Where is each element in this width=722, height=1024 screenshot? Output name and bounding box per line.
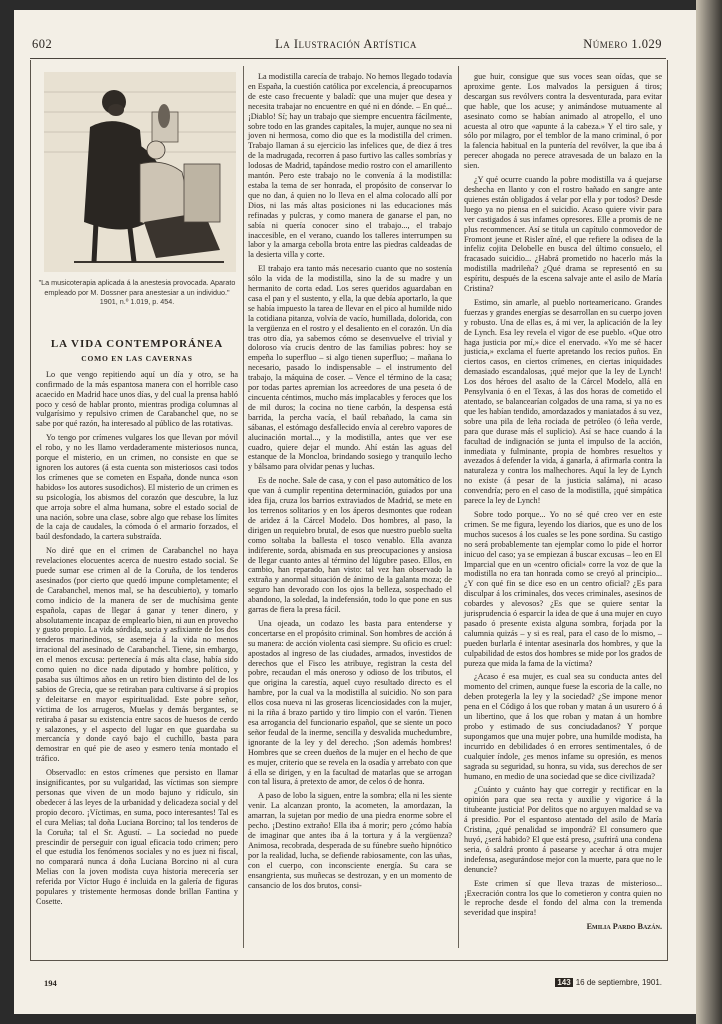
- paragraph: No diré que en el crimen de Carabanchel no haya revelaciones elocuentes acerca de nuestro estado social. Se puede sumar ese crimen al de la Coruña, de los tenderos asesinados (por cierto que quedó impune completamente; el de Carabanchel, menos mal, se ha descubierto), y tomarlo como indicio de la manera de ser de muchísima gente española, capas de llegar á ganar y tener dinero, y absolutamente incapaz de emplearlo bien, ni aun en provecho y gusto propio. La vida sórdida, sucia y asfixiante de los dos tenderos marinedinos, se asemeja á la vida no menos irracional del asesinado de Carabanchel. Tiene, sin embargo, en el menos excusa: pertenecía á más alta clase, había sido como quien no dice nada diputado y hombre político, y pasaba sus últimos años en un retiro bien distinto del de los sabios de Grecia, que se retiraban para cultivarse á sí propios y deleitarse en mayor espiritualidad. Este pobre señor, víctima de los arrugeros, Muelas y demás bergantes, se retiraba á pasar su existencia entre sacos de huesos de cerdo y salazones, y el aspecto del lugar en que guardaba su mercancía y donde cayó bajo el cuchillo, basta para demostrar en qué pie de aseo y esmero tenía montado el tráfico.: [36, 546, 238, 764]
- header-rule: [30, 58, 666, 59]
- paragraph: Estimo, sin amarle, al pueblo norteamericano. Grandes fuerzas y grandes energías se desarrollan en su cuerpo joven y robusto. Una de ellas es, á mi ver, la aplicación de la ley de Lynch. Esa ley revela el vigor de ese pueblo. «Que otro haga justicia por mí,» dice el enervado. «Yo me sé hacer justicia,» exclama el fuerte apretando los recios puños. En ciertos casos, en ciertos crímenes, en ciertas iniquidades demasiado escandalosas, ¡qué mejor que la ley de Lynch! Los dos héroes del asalto de la Cárcel Modelo, allá en Pensylvania ó en el Texas, á las dos horas de cometido el atentado, se balancearían colgados de una rama, si ya no es que les habían tendido, amordazados y maniatados á su vez, sobre una pila de leña rociada de petróleo (ó leña verde, para que durase más el suplicio). Así se hace cuando á la facultad de indignación se junta el impulso de la acción, inmediata y fulminante, propia de hombres resueltos y avezados á defender la vida, á ganarla, á afirmarla contra la naturaleza y contra los malhechores. Aquí la ley de Lynch no existe (á pesar de la justicia saláma), ni acaso convendría; pero en el caso de la modistilla, ¡qué simpática parece la ley de Lynch!: [464, 297, 662, 506]
- figure-caption: "La musicoterapia aplicada á la anestesia provocada. Aparato empleado por M. Dossner para anestesiar a un individuo." 1901, n.º 1.019, p. 454.: [38, 278, 236, 307]
- engraving-drawing: [44, 72, 236, 272]
- paragraph: Sobre todo porque... Yo no sé qué creo ver en este crimen. Se me figura, leyendo los diarios, que es uno de los muchos sucesos á los cuales se les pone sordina. Su castigo no será probablemente tan ejemplar como lo pide el horror inicuo del caso; ya se empiezan á buscar excusas – leo en El Imparcial que en un «centro oficial» corre la voz de que la modistilla no era tan honrada como se creyó al principio... ¿Y con qué fin se dice eso en un centro oficial? ¿Es para disculpar á los criminales, dos veces criminales, asesinos de cobardes y alevosos? ¿Es que se quiere sentar la jurisprudencia ó esparcir la idea de que á una mujer en cuyo pasado ó presente exista alguna sombra, forjada por la calumnia quizás – y si es real, para el caso de lo mismo, – pueden burlarla é intentar asesinarla dos hombres, y que la culpabilidad de estos dos hombres se mide por los grados de pureza que mida la fama de la víctima?: [464, 509, 662, 668]
- paragraph: ¿Acaso é esa mujer, es cual sea su conducta antes del momento del crimen, aunque fuese la escoria de la calle, no deben protegerla la ley y la sociedad? ¿Se impone menor pena en el Código á los que roban y matan á un usurero ó á un libertino, que á los que roban y matan á un hombre probo y estimado de sus conciudadanos? Y porque supongamos que una mujer pobre, una humilde modista, ha incurrido en debilidades ó en errores sentimentales, ó de cualquier índole, ¿es menos infame su opresión, es menos sagrada su seguridad, su honra, su vida, sus derechos de ser humano, en medio de una sociedad que se dice civilizada?: [464, 672, 662, 781]
- column-divider: [458, 66, 459, 948]
- header-title: La Ilustración Artística: [275, 37, 417, 51]
- article-column-1: [36, 336, 238, 911]
- engraving-illustration: [44, 72, 236, 272]
- paragraph: Yo tengo por crímenes vulgares los que llevan por móvil el robo, y no les llamo verdaderamente misteriosos nunca, porque el misterio, en un crimen, no consiste en que se ignoren los autores (á esta cuenta son misteriosos casi todos los crímenes que se cometen en España, donde nunca «son habidos» los autores susodichos). El misterio de un crimen es su psicología, los abismos del corazón que descubre, la luz que arroja sobre el alma humana, sobre el estado social de una nación, sobre una clase, sobre algo que rebase los límites de la caja de caudales, la cómoda ó el armario forzados, el baúl desfondado, la cartera substraída.: [36, 433, 238, 542]
- paragraph: La modistilla carecía de trabajo. No hemos llegado todavía en España, la cuestión católica por excelencia, á preocuparnos de este caso frecuente y baladí: que una mujer que desea y necesita trabajar no encuentre en qué ni en dónde. – En qué... ¡Diablo! Sí; hay un trabajo que siempre encuentra fácilmente, sobre todo en las grandes capitales, la mujer, aunque no sea ni joven ni hermosa, como dio que es la modistilla del crimen. Trabajo llaman á su ejercicio las infelices que, de diez á tres de la madrugada, recorren á paso furtivo las calles sombrías y lodosas de Madrid, tapándose medio rostro con el amarillento mantón. Pero este trabajo no le convenía á la modistilla: estaba la tema de ser honrada, el propósito de conservar lo que no dan, á quien no lo lleva en el alma colocado allí por Dios, ni las más altas posiciones ni las educaciones más refinadas y pulcras, y como manera de ganarse el pan, no sabía ni quería conocer sino el trabajo..., el trabajo inaccesible, en el verano, cuando los talleres interrumpen su labor y la amarga cebolla brota entre las piedras caldeadas de la desierta villa y corte.: [248, 72, 452, 260]
- paragraph: gue huir, consigue que sus voces sean oídas, que se aproxime gente. Los malvados la persiguen á tiros; descargan sus revólvers contra la desventurada, para evitar que hable, que los acuse; y animándose mutuamente al asesinato como se habían animado al atropello, el uno acuesta al otro que «apunte á la cabeza.» Y el tiro sale, y sólo por milagro, por el temblor de la mano criminal, ó por la falencia habitual en la puntería del revólver, la que iba á perecer ahogada no perece atravesada de un balazo en la sien.: [464, 72, 662, 171]
- footer-badge: 143: [557, 978, 571, 987]
- article-title: LA VIDA CONTEMPORÁNEA: [50, 338, 224, 350]
- paragraph: ¿Y qué ocurre cuando la pobre modistilla va á quejarse deshecha en llanto y con el rostro bañado en sangre ante quienes están obligados á velar por ella y por todos? Desde luego ya no piensa en el suicidio. Acaso quiere vivir para ver castigados á sus infames opresores. Elle a promis de ne plus recommencer. Así se titula un capítulo conmovedor de Fromont jeune et Risler aîné, el que refiere la odisea de la infeliz cojita Delobelle en busca del último consuelo, el fracasado suicidio... ¿Habrá prometido no hacerlo más la modistilla madrileña? ¿Qué drama se representó en su espíritu, después de la escena salvaje ante el asilo de María Cristina?: [464, 175, 662, 294]
- book-spine: [696, 0, 722, 1024]
- paragraph: El trabajo era tanto más necesario cuanto que no sostenía sólo la vida de la modistilla, sino la de su madre y un hermanito de corta edad. Los seres queridos aguardaban en casa el pan y el sustento, y ella, la que debía aportarlo, la que se había impuesto la tarea de llevar en el pico al humilde nido la cotidiana pitanza, volvía de vacío, humillada, dolorida, con la vergüenza en el rostro y el desaliento en el corazón. Un día tras otro día, ya sabemos cómo se desenvuelve el trivial y doloroso vía crucis dentro de las familias pobres: hoy se empeña lo superfluo – si algo tienen superfluo; – mañana lo necesario, pasado lo indispensable – el instrumento del trabajo, la máquina de coser. – Vence el término de la casa; por todas partes apremian los acreedores de una peseta ó de cincuenta céntimos, mucho más implacables y feroces que los de mil duros; la cocina no tiene carbón, la despensa está barrida, la percha vacía, el baúl rebañado, la cama sin sábanas, el estómago desfallecido envía al cerebro vapores de alucinación mortal..., y la modistilla, antes que ver ese cuadro, quiere dejar el mundo. Ahí están las aguas del estanque de la Moncloa, brindando sosiego y tranquilo lecho y bálsamo para olvidar penas y luchas.: [248, 264, 452, 472]
- footer-page-number: 194: [44, 978, 57, 988]
- footer-date: 16 de septiembre, 1901.: [575, 978, 662, 987]
- article-column-2: [248, 72, 452, 894]
- footer-date-line: [555, 978, 662, 987]
- paragraph: Una ojeada, un codazo les basta para entenderse y concertarse en el propósito criminal. Son hombres de acción á su manera: de acción violenta casi siempre. Su oficio es cruel: apostados al ingreso de las ciudades, armados, investidos de derechos que el Fisco les atribuye, registran la cesta del pobre, recaudan el más oneroso y odioso de los tributos, el que origina la carestía, aquel cuyo resultado directo es el hambre, por la cual va la modistilla al suicidio. No son para ellos cosa nueva ni las groseras licenciosidades con la mujer, ni la riña á brazo partido y tiro limpio con el varón. Tienen esa arrogancia del funcionario español, que se siente un poco señor feudal de la inerme, sencilla y desvalida muchedumbre, ignorante de la ley y del derecho. ¡Son además hombres! Hombres que se creen dueños de la mujer en el hecho de que es mujer, criterio que se revela en la osadía y arrebato con que á ella se dirigen, y en la facultad de matarlas que se arrogan con tal lisura, á pretexto de amor, de celos ó de honra.: [248, 618, 452, 787]
- paragraph: Este crimen sí que lleva trazas de misterioso... ¡Execración contra los que lo cometieron y contra quien no le reproche desde el fondo del alma con la tremenda severidad que inspira!: [464, 878, 662, 918]
- column-divider: [243, 66, 244, 948]
- article-subtitle: COMO EN LAS CAVERNAS: [81, 353, 193, 363]
- paragraph: Es de noche. Sale de casa, y con el paso automático de los que van á cumplir repentina determinación, guiados por una idea fija, cruza los barrios extraviados de Madrid, se mete en los terrenos solitarios y en los áperos desmontes que rodean de aridez á la Cárcel Modelo. Dos hombres, al paso, la dirigen un requiebro brutal, de esos que nuestro pueblo suelta como soltaba la ballesta el tosco venablo. Ella avanza indiferente, sorda, abismada en sus preocupaciones y ansiosa de llegar cuanto antes al término del lúgubre paseo. Ellos, en cambio, han reparado, han visto: tal vez han observado la extraña y anormal situación de ánimo de la galanta moza; de seguro han devorado con los ojos la belleza, sospechado el abandono, la soledad, la indefensión, todo lo que pone en sus garras de fiera la presa fácil.: [248, 476, 452, 615]
- header-page-number: 602: [32, 37, 53, 51]
- paragraph: A paso de lobo la siguen, entre la sombra; ella ni les siente venir. La alcanzan pronto, la acometen, la amordazan, la amarran, la sujetan por medio de una piedra enorme sobre el pecho. ¡Destino extraño! Ella iba á morir; pero ¿cómo había de imaginar que antes iba á la tortura y á la vergüenza? Animosa, recobrada, desperada de su fúnebre sueño hipnótico por la realidad, lucha, se defiende rabiosamente, con las uñas, con el cuerpo, con inconsciente energía. Su cara se ensangrienta, sus muñecas se destrozan, y en un momento de cansancio de los dos brutos, consi-: [248, 791, 452, 890]
- paragraph: Lo que vengo repitiendo aquí un día y otro, se ha confirmado de la más espantosa manera con el horrible caso acaecido en Madrid hace unos días, y del cual la prensa habló poco y cesó de hablar pronto, mientras prodiga columnas al vulgarísimo y repulsivo crimen de Carabanchel que, no se sabe por qué razón, ha interesado al público de las rotativas.: [36, 369, 238, 429]
- page-header: [26, 34, 666, 56]
- paragraph: Observadlo: en estos crímenes que persisto en llamar insignificantes, por su vulgaridad, las víctimas son siempre personas que viven de un modo bajuno y ridículo, sin obedecer á las leyes de la urbanidad y delicadeza social y del propio decoro. ¡Víctimas, en suma, poco interesantes! Tal es el cura Melias; tal doña Luciana Borcino; tal los tenderos de la Coruña; tal el Sr. Agustí. – La sociedad no puede prescindir de perseguir con igual eficacia todo crimen; pero el que estudia los fenómenos sociales y no es juez ni fiscal, no comparará nunca á doña Luciana Borcino ni al cura Melias con la joven modista cuya historia merecería ser referida por Víctor Hugo é incluida en la galería de figuras populares y tristemente hermosas donde brillan Fantina y Cosette.: [36, 768, 238, 906]
- paragraph: ¿Cuánto y cuánto hay que corregir y rectificar en la opinión para que sea recta y auxilie y vigorice á la titubeante justicia! Por delitos que no arguyen maldad se va á presidio. Por el espantoso atentado del asilo de María Cristina, ¿qué penalidad se impondrá? El consumero que huyó, ¿será habido? El que está preso, ¿sufrirá una condena seria, ó saldrá pronto á pasearse y acechar á otra mujer indefensa, asegurándose mejor con la muerte, para que no le denuncie?: [464, 785, 662, 874]
- article-column-3: [464, 72, 662, 932]
- author-signature: Emilia Pardo Bazán.: [586, 922, 662, 932]
- header-issue: Número 1.029: [583, 37, 662, 51]
